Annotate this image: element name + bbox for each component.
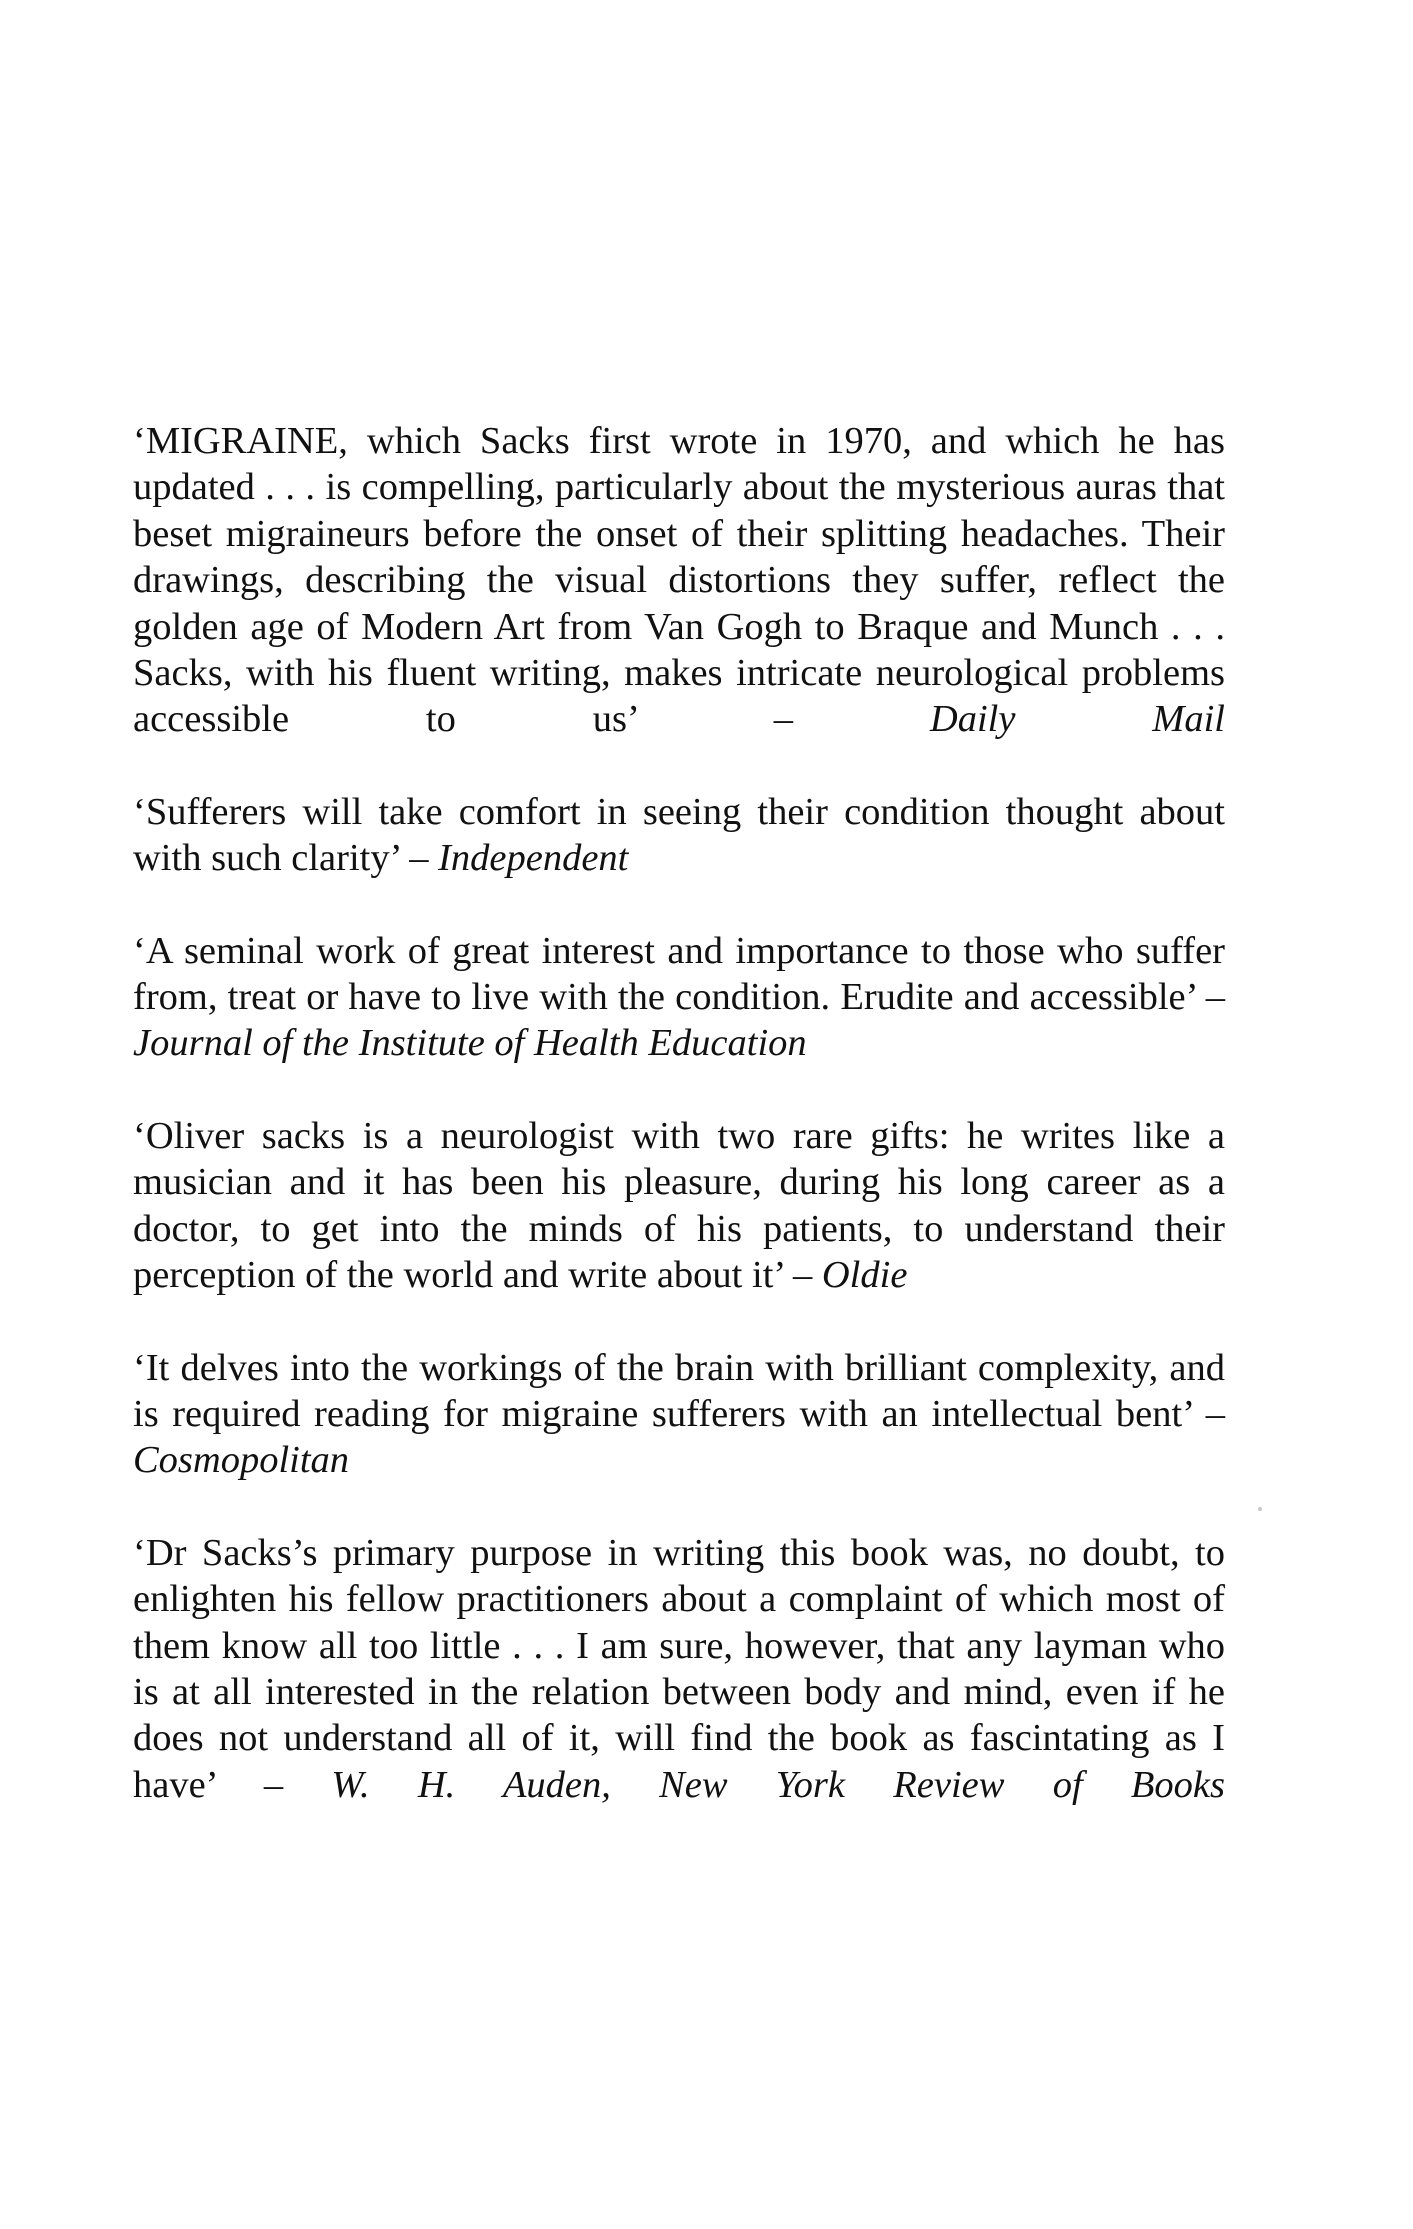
quote-text: ‘Sufferers will take comfort in seeing their condition thought about with such clarity’ – xyxy=(133,790,1225,880)
review-quote-independent xyxy=(133,789,1225,882)
review-quote-cosmopolitan xyxy=(133,1345,1225,1484)
review-quote-journal xyxy=(133,928,1225,1067)
review-quote-daily-mail xyxy=(133,418,1225,743)
quote-text: ‘It delves into the workings of the brain with brilliant complexity, and is required reading for migraine sufferers with an intellectual bent’ – xyxy=(133,1346,1225,1435)
quote-source: Daily Mail xyxy=(929,698,1225,741)
quote-text: ‘Dr Sacks’s primary purpose in writing this book was, no doubt, to enlighten his fellow practitioners about a complaint of which most of them know all too little . . . I am sure, however, that any layman who is at all interested in the relation between body and mind, even if he does not understand all of it, will find the book as fascintating as I have’ – xyxy=(133,1531,1225,1806)
review-quote-oldie xyxy=(133,1113,1225,1299)
quote-text: ‘A seminal work of great interest and importance to those who suffer from, treat or have to live with the condition. Erudite and accessible’ – xyxy=(133,929,1225,1019)
quote-text: ‘Oliver sacks is a neurologist with two rare gifts: he writes like a musician and it has been his pleasure, during his long career as a doctor, to get into the minds of his patients, to understand their perception of the world and write about it’ – xyxy=(133,1114,1225,1297)
quote-source: Independent xyxy=(438,837,629,880)
quote-source: W. H. Auden, New York Review of Books xyxy=(331,1763,1225,1806)
quote-source: Oldie xyxy=(821,1254,908,1297)
review-quotes-page xyxy=(133,418,1225,1854)
review-quote-auden xyxy=(133,1530,1225,1808)
quote-source: Cosmopolitan xyxy=(133,1439,350,1482)
scan-speck xyxy=(1258,1507,1262,1511)
quote-source: Journal of the Institute of Health Education xyxy=(133,1022,807,1065)
quote-text: ‘MIGRAINE, which Sacks first wrote in 1970, and which he has updated . . . is compelling, particularly about the mysterious auras that beset migraineurs before the onset of their splitting headaches. Their drawings, describing the visual distortions they suffer, reflect the golden age of Modern Art from Van Gogh to Braque and Munch . . . Sacks, with his fluent writing, makes intricate neurological problems accessible to us’ – xyxy=(133,420,1225,741)
